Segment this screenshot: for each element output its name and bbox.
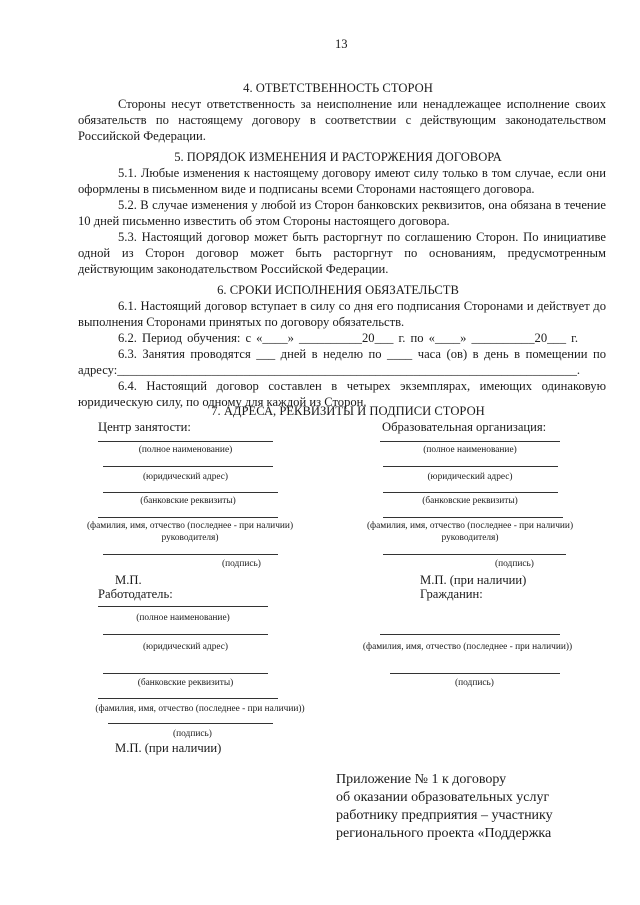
- education-org-bank-details-label: (банковские реквизиты): [422, 496, 518, 506]
- employment-center-legal-address-label: (юридический адрес): [142, 472, 229, 482]
- section-4-line: обязательств по настоящему договору в соответствии с действующим законодательством: [78, 113, 606, 127]
- section-5-line: 5.1. Любые изменения к настоящему договору имеют силу только в том случае, если они: [118, 166, 606, 180]
- section-4-line: Стороны несут ответственность за неисполнение или ненадлежащее исполнение своих: [118, 97, 606, 111]
- citizen-name-label: (фамилия, имя, отчество (последнее - при наличии)): [362, 642, 573, 652]
- employer-head-name-label: (фамилия, имя, отчество (последнее - при наличии)): [95, 704, 305, 714]
- employer-seal: М.П. (при наличии): [115, 741, 222, 755]
- employer-bank-details-label: (банковские реквизиты): [137, 678, 234, 688]
- education-org-legal-address-label: (юридический адрес): [427, 472, 513, 482]
- employment-center-full-name-label: (полное наименование): [138, 445, 233, 455]
- section-5-line: 5.2. В случае изменения у любой из Сторон банковских реквизитов, она обязана в течение: [118, 198, 606, 212]
- employment-center-signature-label: (подпись): [222, 559, 261, 569]
- appendix-line: об оказании образовательных услуг: [336, 790, 550, 805]
- citizen-signature-label: (подпись): [455, 678, 494, 688]
- education-org-seal: М.П. (при наличии): [420, 573, 527, 587]
- section-4-title: 4. ОТВЕТСТВЕННОСТЬ СТОРОН: [243, 81, 433, 95]
- section-4-line: Российской Федерации.: [78, 129, 206, 143]
- employer-full-name-label: (полное наименование): [136, 613, 230, 623]
- education-org-full-name-label: (полное наименование): [423, 445, 517, 455]
- section-6-line: 6.1. Настоящий договор вступает в силу со дня его подписания Сторонами и действует до: [118, 299, 606, 313]
- education-org-signature-label: (подпись): [495, 559, 534, 569]
- section-6-line: 6.4. Настоящий договор составлен в четырех экземплярах, имеющих одинаковую: [118, 379, 606, 393]
- employment-center-head-name-label-2: руководителя): [161, 533, 219, 543]
- employer-legal-address-label: (юридический адрес): [142, 642, 229, 652]
- section-6-title: 6. СРОКИ ИСПОЛНЕНИЯ ОБЯЗАТЕЛЬСТВ: [217, 283, 459, 297]
- appendix-line: регионального проекта «Поддержка: [336, 826, 552, 841]
- section-6-line: 6.2. Период обучения: с «____» __________20___ г. по «____» __________20___ г.: [118, 331, 578, 345]
- citizen-heading: Гражданин:: [420, 587, 483, 601]
- employment-center-heading: Центр занятости:: [98, 420, 191, 434]
- employment-center-head-name-label: (фамилия, имя, отчество (последнее - при наличии): [86, 521, 294, 531]
- education-org-head-name-label: (фамилия, имя, отчество (последнее - при наличии): [366, 521, 574, 531]
- employer-heading: Работодатель:: [98, 587, 173, 601]
- section-6-line: адресу:_________________________________________________________________________.: [78, 363, 581, 377]
- employer-signature-label: (подпись): [173, 729, 212, 739]
- section-5-line: 10 дней письменно известить об этом Стороны настоящего договора.: [78, 214, 450, 228]
- section-6-line: выполнения Сторонами принятых по договору обязательств.: [78, 315, 405, 329]
- appendix-line: Приложение № 1 к договору: [336, 772, 507, 787]
- section-6-line: 6.3. Занятия проводятся ___ дней в неделю по ____ часа (ов) в день в помещении по: [118, 347, 606, 361]
- appendix-line: работнику предприятия – участнику: [336, 808, 553, 823]
- section-5-line: 5.3. Настоящий договор может быть расторгнут по соглашению Сторон. По инициативе: [118, 230, 606, 244]
- employment-center-bank-details-label: (банковские реквизиты): [140, 496, 236, 506]
- section-5-line: действующим законодательством Российской Федерации.: [78, 262, 389, 276]
- education-org-head-name-label-2: руководителя): [441, 533, 499, 543]
- employment-center-seal: М.П.: [115, 573, 142, 587]
- section-5-title: 5. ПОРЯДОК ИЗМЕНЕНИЯ И РАСТОРЖЕНИЯ ДОГОВОРА: [174, 150, 502, 164]
- page-number: 13: [335, 37, 348, 51]
- section-6-line: юридическую силу, по одному для каждой из Сторон.: [78, 395, 367, 409]
- section-7-title: 7. АДРЕСА, РЕКВИЗИТЫ И ПОДПИСИ СТОРОН: [211, 404, 485, 418]
- education-org-heading: Образовательная организация:: [382, 420, 547, 434]
- section-5-line: оформлены в письменном виде и подписаны всеми Сторонами настоящего договора.: [78, 182, 535, 196]
- section-5-line: одной из Сторон договор может быть расторгнут по основаниям, предусмотренным: [78, 246, 606, 260]
